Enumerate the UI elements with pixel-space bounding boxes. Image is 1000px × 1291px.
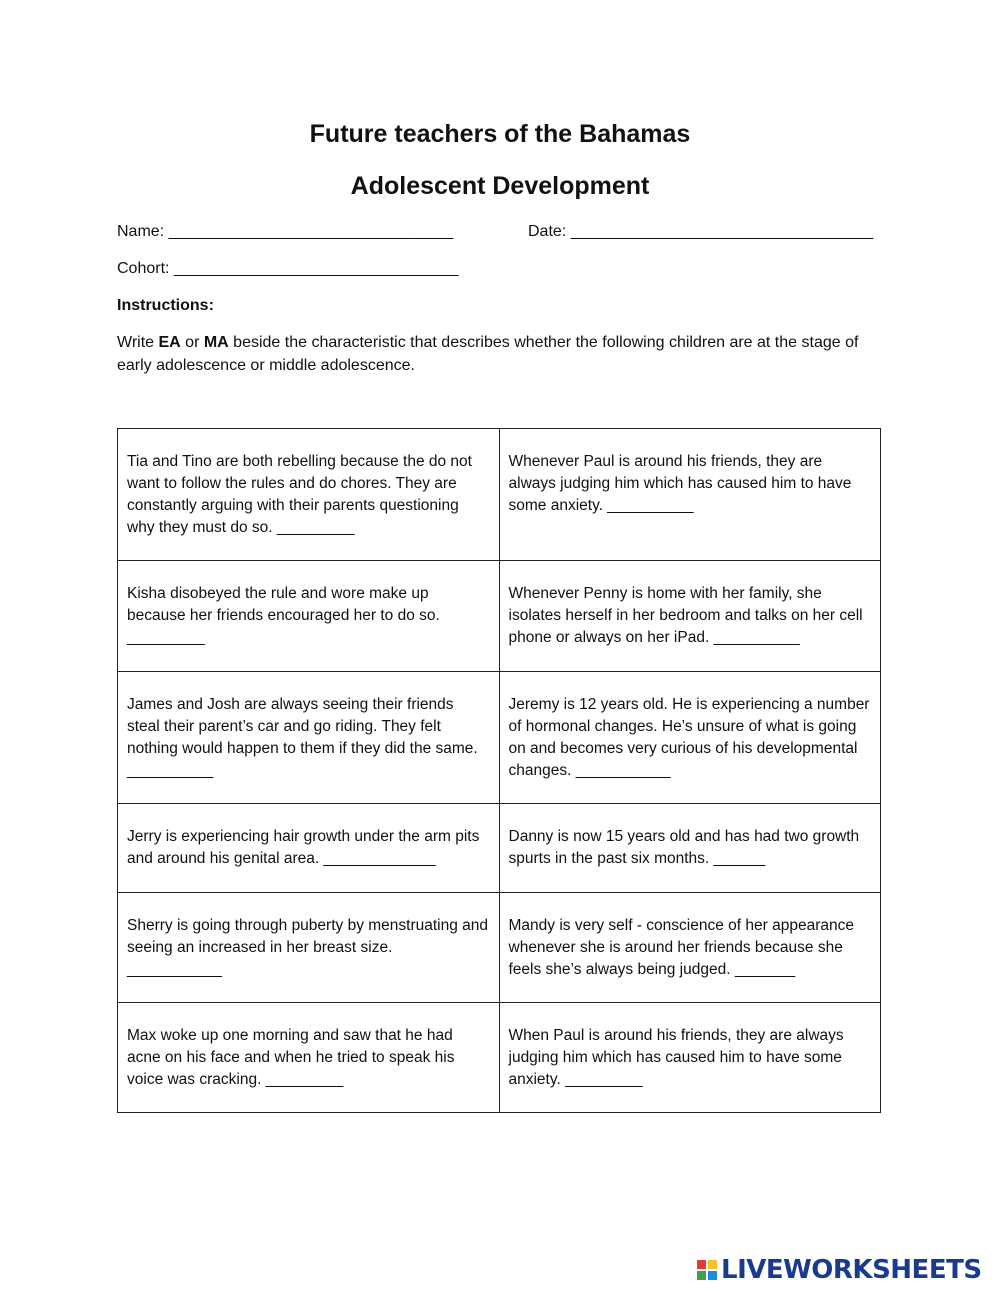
logo-mark-icon — [697, 1260, 717, 1280]
table-cell[interactable]: Max woke up one morning and saw that he had acne on his face and when he tried to speak his voice was cracking. _________ — [118, 1003, 500, 1113]
table-cell[interactable]: Jerry is experiencing hair growth under the arm pits and around his genital area. _____________ — [118, 804, 500, 893]
table-row — [118, 1003, 881, 1113]
table-row — [118, 429, 881, 561]
table-cell[interactable]: Tia and Tino are both rebelling because the do not want to follow the rules and do chores. They are constantly arguing with their parents questioning why they must do so. _________ — [118, 429, 500, 561]
name-field[interactable]: Name: ________________________________ — [117, 223, 454, 240]
liveworksheets-logo — [697, 1255, 982, 1285]
ea-label: EA — [158, 334, 181, 351]
characteristics-table — [117, 428, 881, 1113]
table-cell[interactable]: When Paul is around his friends, they are always judging him which has caused him to have some anxiety. _________ — [499, 1003, 881, 1113]
table-cell[interactable]: Mandy is very self - conscience of her appearance whenever she is around her friends because she feels she’s always being judged. _______ — [499, 893, 881, 1003]
table-cell[interactable]: Jeremy is 12 years old. He is experiencing a number of hormonal changes. He’s unsure of what is going on and becomes very curious of his developmental changes. ___________ — [499, 672, 881, 804]
table-cell[interactable]: Kisha disobeyed the rule and wore make up because her friends encouraged her to do so. _________ — [118, 561, 500, 672]
worksheet-subtitle: Adolescent Development — [350, 172, 650, 200]
instructions-heading: Instructions: — [117, 297, 214, 314]
table-cell[interactable]: Sherry is going through puberty by menstruating and seeing an increased in her breast size. ___________ — [118, 893, 500, 1003]
ma-label: MA — [203, 334, 229, 351]
worksheet-title: Future teachers of the Bahamas — [309, 120, 691, 148]
cohort-field[interactable]: Cohort: ________________________________ — [117, 260, 459, 277]
logo-text: LIVEWORKSHEETS — [721, 1255, 982, 1285]
table-cell[interactable]: Danny is now 15 years old and has had two growth spurts in the past six months. ______ — [499, 804, 881, 893]
instructions-text: Write EA or MA beside the characteristic that describes whether the following children are at the stage of early adolescence or middle adolescence. — [117, 334, 859, 374]
table-row — [118, 804, 881, 893]
table-cell[interactable]: Whenever Paul is around his friends, they are always judging him which has caused him to have some anxiety. __________ — [499, 429, 881, 561]
table-row — [118, 561, 881, 672]
table-cell[interactable]: Whenever Penny is home with her family, she isolates herself in her bedroom and talks on her cell phone or always on her iPad. __________ — [499, 561, 881, 672]
date-field[interactable]: Date: __________________________________ — [528, 223, 874, 240]
table-cell[interactable]: James and Josh are always seeing their friends steal their parent’s car and go riding. They felt nothing would happen to them if they did the same. __________ — [118, 672, 500, 804]
table-row — [118, 893, 881, 1003]
table-row — [118, 672, 881, 804]
